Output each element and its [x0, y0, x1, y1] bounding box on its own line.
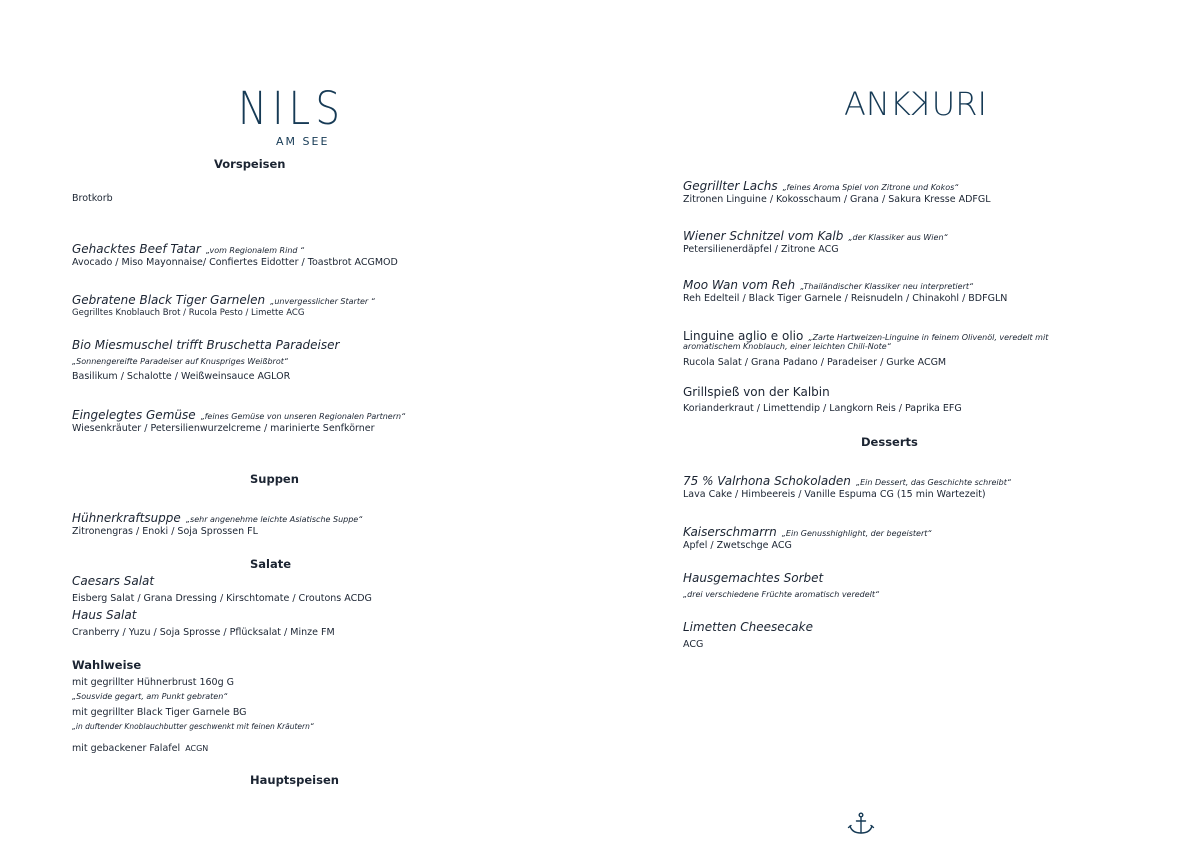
nils-logo: NILS — [238, 82, 346, 135]
item-description: ACG — [683, 639, 704, 650]
item-tagline: „feines Aroma Spiel von Zitrone und Kokos“ — [782, 183, 959, 192]
wahlweise-option — [72, 736, 208, 755]
item-tagline: „Sonnengereifte Paradeiser auf Knuspriges Weißbrot“ — [72, 357, 288, 366]
option-label: mit gebackener Falafel — [72, 743, 181, 754]
nils-logo-subtitle: AM SEE — [276, 135, 330, 148]
anchor-icon — [847, 812, 875, 836]
item-name: Linguine aglio e olio — [683, 329, 804, 343]
item-gemuese — [72, 404, 405, 423]
logo-flipped-letter: K — [910, 85, 932, 123]
item-tagline: „vom Regionalem Rind “ — [205, 246, 305, 255]
item-description: Rucola Salat / Grana Padano / Paradeiser / Gurke ACGM — [683, 357, 947, 368]
item-description: Zitronengras / Enoki / Soja Sprossen FL — [72, 526, 258, 537]
logo-part: ANK — [844, 85, 911, 123]
item-name-cheesecake: Limetten Cheesecake — [683, 620, 813, 634]
item-name: Gegrillter Lachs — [683, 179, 778, 193]
item-description: Wiesenkräuter / Petersilienwurzelcreme / marinierte Senfkörner — [72, 423, 375, 434]
ankuri-logo — [844, 85, 987, 123]
item-name: Hühnerkraftsuppe — [72, 511, 181, 525]
section-title-hauptspeisen: Hauptspeisen — [250, 773, 339, 787]
item-kaiserschmarrn — [683, 521, 932, 540]
item-tagline: „Ein Genusshighlight, der begeistert“ — [781, 529, 932, 538]
item-description: Zitronen Linguine / Kokosschaum / Grana / Sakura Kresse ADFGL — [683, 194, 991, 205]
item-huehnerkraftsuppe — [72, 507, 362, 526]
item-name: Gebratene Black Tiger Garnelen — [72, 293, 266, 307]
item-description: Cranberry / Yuzu / Soja Sprosse / Pflücksalat / Minze FM — [72, 627, 335, 638]
item-description: Petersilienerdäpfel / Zitrone ACG — [683, 244, 839, 255]
item-description: Avocado / Miso Mayonnaise/ Confiertes Eidotter / Toastbrot ACGMOD — [72, 257, 398, 268]
item-description: Lava Cake / Himbeereis / Vanille Espuma CG (15 min Wartezeit) — [683, 489, 986, 500]
item-name: Kaiserschmarrn — [683, 525, 777, 539]
item-name-haus-salat: Haus Salat — [72, 608, 137, 622]
item-name-grillspiess: Grillspieß von der Kalbin — [683, 385, 830, 399]
item-name: 75 % Valrhona Schokoladen — [683, 474, 851, 488]
section-title-vorspeisen: Vorspeisen — [214, 157, 286, 171]
item-tagline: „unvergesslicher Starter “ — [270, 297, 375, 306]
item-moo-wan — [683, 274, 973, 293]
item-tagline: „sehr angenehme leichte Asiatische Suppe“ — [185, 515, 363, 524]
section-title-desserts: Desserts — [861, 435, 918, 449]
item-description: Basilikum / Schalotte / Weißweinsauce AGLOR — [72, 371, 291, 382]
item-description: Reh Edelteil / Black Tiger Garnele / Reisnudeln / Chinakohl / BDFGLN — [683, 293, 1008, 304]
item-tagline: „drei verschiedene Früchte aromatisch veredelt“ — [683, 590, 880, 599]
item-schokoladen — [683, 470, 1011, 489]
wahlweise-option: mit gegrillter Black Tiger Garnele BG — [72, 707, 247, 718]
item-name-sorbet: Hausgemachtes Sorbet — [683, 571, 824, 585]
item-tagline: „Ein Dessert, das Geschichte schreibt“ — [855, 478, 1011, 487]
item-tagline: „der Klassiker aus Wien“ — [848, 233, 948, 242]
item-tagline: „Zarte Hartweizen-Linguine in feinem Olivenöl, veredelt mit — [808, 333, 1049, 342]
wahlweise-note: „Sousvide gegart, am Punkt gebraten“ — [72, 692, 228, 701]
wahlweise-note: „in duftender Knoblauchbutter geschwenkt mit feinen Kräutern“ — [72, 722, 314, 731]
item-name: Gehacktes Beef Tatar — [72, 242, 201, 256]
item-description: Gegrilltes Knoblauch Brot / Rucola Pesto / Limette ACG — [72, 308, 305, 318]
wahlweise-option: mit gegrillter Hühnerbrust 160g G — [72, 677, 235, 688]
item-description: Eisberg Salat / Grana Dressing / Kirschtomate / Croutons ACDG — [72, 593, 372, 604]
item-tagline: „feines Gemüse von unseren Regionalen Partnern“ — [200, 412, 406, 421]
wahlweise-title: Wahlweise — [72, 658, 142, 672]
item-schnitzel — [683, 225, 948, 244]
item-name: Wiener Schnitzel vom Kalb — [683, 229, 844, 243]
logo-part: URI — [931, 85, 987, 123]
item-tagline: „Thailändischer Klassiker neu interpretiert“ — [800, 282, 974, 291]
item-name: Moo Wan vom Reh — [683, 278, 796, 292]
item-name-caesar: Caesars Salat — [72, 574, 155, 588]
item-tagline-continued: aromatischem Knoblauch, einer leichten Chili-Note“ — [683, 342, 891, 351]
section-title-salate: Salate — [250, 557, 292, 571]
item-name-miesmuschel: Bio Miesmuschel trifft Bruschetta Paradeiser — [72, 338, 340, 352]
item-beef-tatar — [72, 238, 304, 257]
section-title-suppen: Suppen — [250, 472, 299, 486]
item-lachs — [683, 175, 958, 194]
item-description: Apfel / Zwetschge ACG — [683, 540, 792, 551]
item-name: Eingelegtes Gemüse — [72, 408, 196, 422]
item-brotkorb: Brotkorb — [72, 193, 113, 204]
item-description: Korianderkraut / Limettendip / Langkorn Reis / Paprika EFG — [683, 403, 962, 414]
option-code: ACGN — [185, 744, 209, 753]
menu-page-right — [600, 0, 1200, 848]
item-garnelen — [72, 289, 375, 308]
